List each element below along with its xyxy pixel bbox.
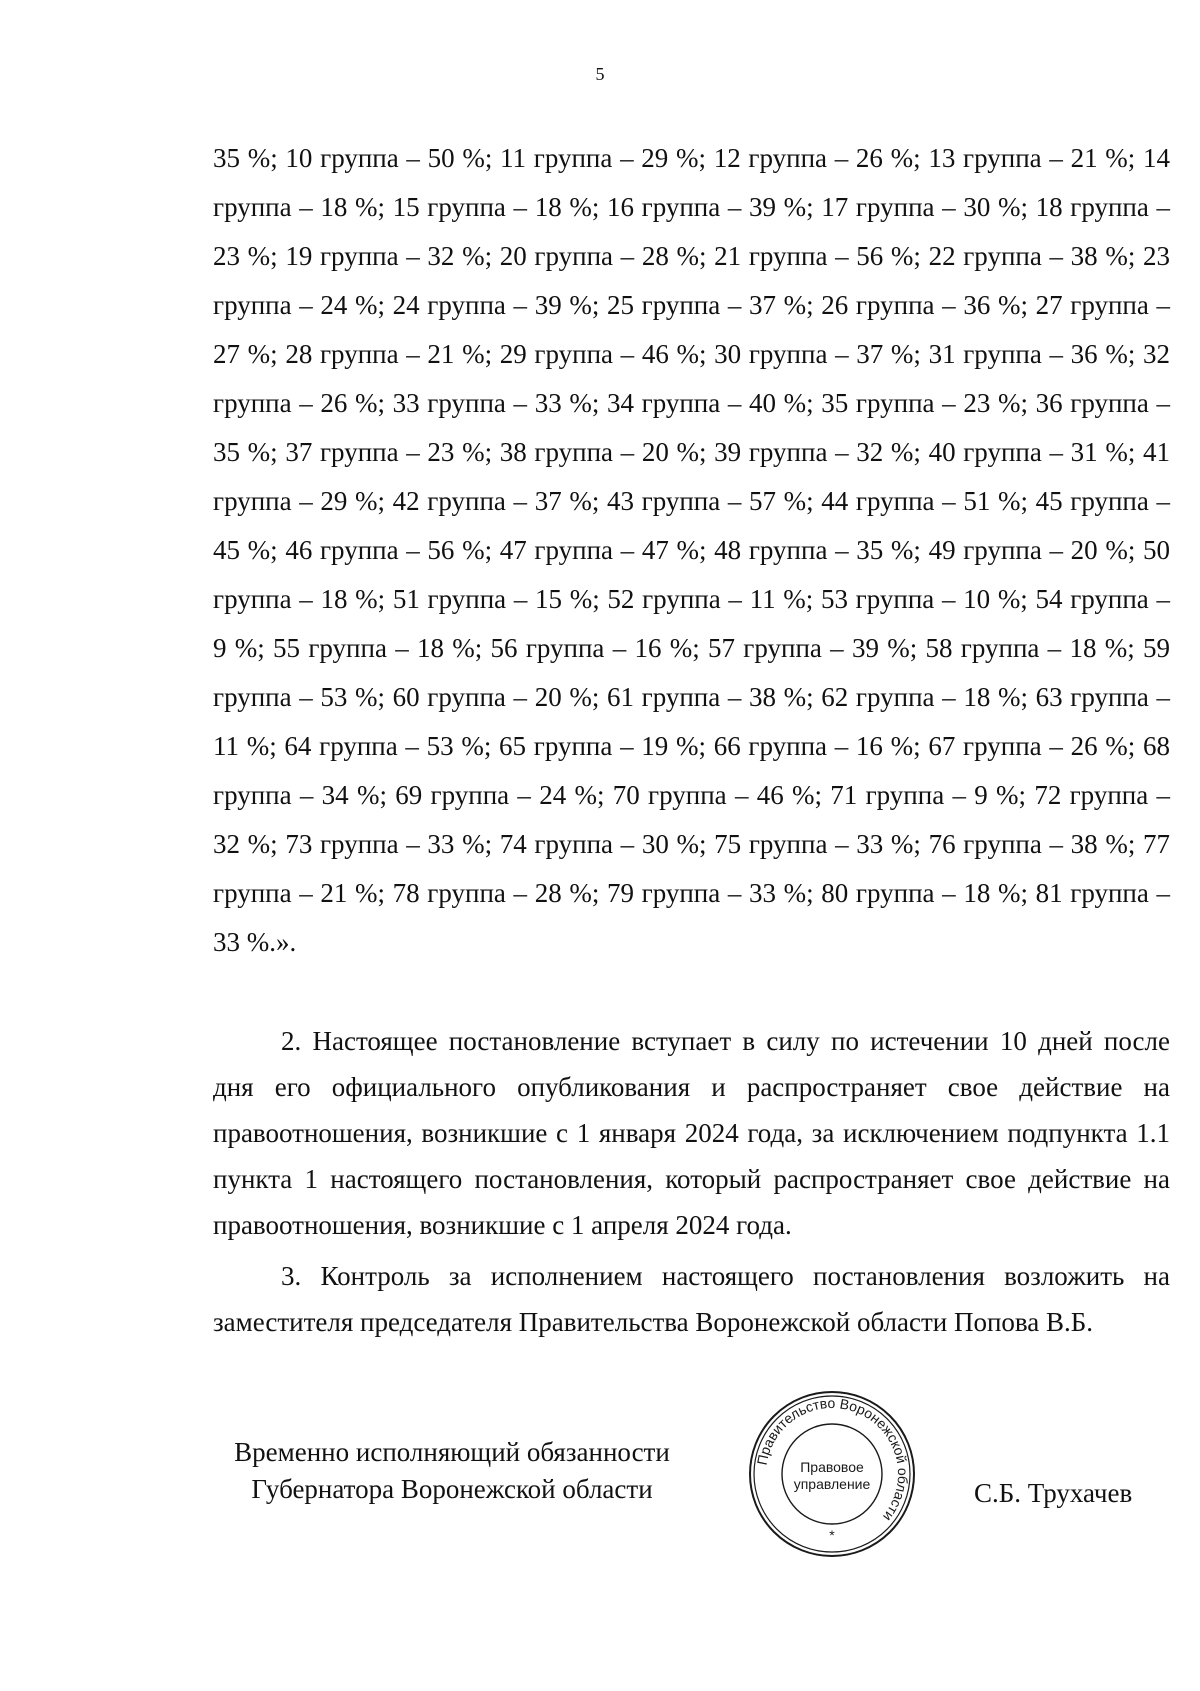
stamp-inner-line-1: Правовое <box>800 1459 864 1475</box>
stamp-inner-line-2: управление <box>793 1476 871 1492</box>
stamp-outer-text: Правительство Воронежской области <box>753 1394 912 1525</box>
stamp-star: * <box>829 1527 835 1543</box>
stamp-seal-icon <box>746 1388 918 1560</box>
signature-title <box>213 1434 691 1508</box>
official-stamp <box>746 1388 918 1560</box>
group-percentages-text: 35 %; 10 группа – 50 %; 11 группа – 29 %; 12 группа – 26 %; 13 группа – 21 %; 14 группа – 18 %; 15 группа – 18 %; 16 группа – 39 %; 17 группа – 30 %; 18 группа – 23 %; 19 группа – 32 %; 20 группа – 28 %; 21 группа – 56 %; 22 группа – 38 %; 23 группа – 24 %; 24 группа – 39 %; 25 группа – 37 %; 26 группа – 36 %; 27 группа – 27 %; 28 группа – 21 %; 29 группа – 46 %; 30 группа – 37 %; 31 группа – 36 %; 32 группа – 26 %; 33 группа – 33 %; 34 группа – 40 %; 35 группа – 23 %; 36 группа – 35 %; 37 группа – 23 %; 38 группа – 20 %; 39 группа – 32 %; 40 группа – 31 %; 41 группа – 29 %; 42 группа – 37 %; 43 группа – 57 %; 44 группа – 51 %; 45 группа – 45 %; 46 группа – 56 %; 47 группа – 47 %; 48 группа – 35 %; 49 группа – 20 %; 50 группа – 18 %; 51 группа – 15 %; 52 группа – 11 %; 53 группа – 10 %; 54 группа – 9 %; 55 группа – 18 %; 56 группа – 16 %; 57 группа – 39 %; 58 группа – 18 %; 59 группа – 53 %; 60 группа – 20 %; 61 группа – 38 %; 62 группа – 18 %; 63 группа – 11 %; 64 группа – 53 %; 65 группа – 19 %; 66 группа – 16 %; 67 группа – 26 %; 68 группа – 34 %; 69 группа – 24 %; 70 группа – 46 %; 71 группа – 9 %; 72 группа – 32 %; 73 группа – 33 %; 74 группа – 30 %; 75 группа – 33 %; 76 группа – 38 %; 77 группа – 21 %; 78 группа – 28 %; 79 группа – 33 %; 80 группа – 18 %; 81 группа – 33 %.». <box>213 143 1170 957</box>
signature-title-line-2: Губернатора Воронежской области <box>251 1474 653 1504</box>
signatory-name: С.Б. Трухачев <box>974 1478 1133 1508</box>
page-number: 5 <box>595 64 605 84</box>
paragraph-2: 2. Настоящее постановление вступает в силу по истечении 10 дней после дня его официального опубликования и распространяет свое действие на правоотношения, возникшие с 1 января 2024 года, за исключением подпункта 1.1 пункта 1 настоящего постановления, который распространяет свое действие на правоотношения, возникшие с 1 апреля 2024 года. <box>213 1026 1170 1240</box>
paragraph-3: 3. Контроль за исполнением настоящего постановления возложить на заместителя председателя Правительства Воронежской области Попова В.Б. <box>213 1261 1170 1337</box>
signature-title-line-1: Временно исполняющий обязанности <box>234 1437 670 1467</box>
